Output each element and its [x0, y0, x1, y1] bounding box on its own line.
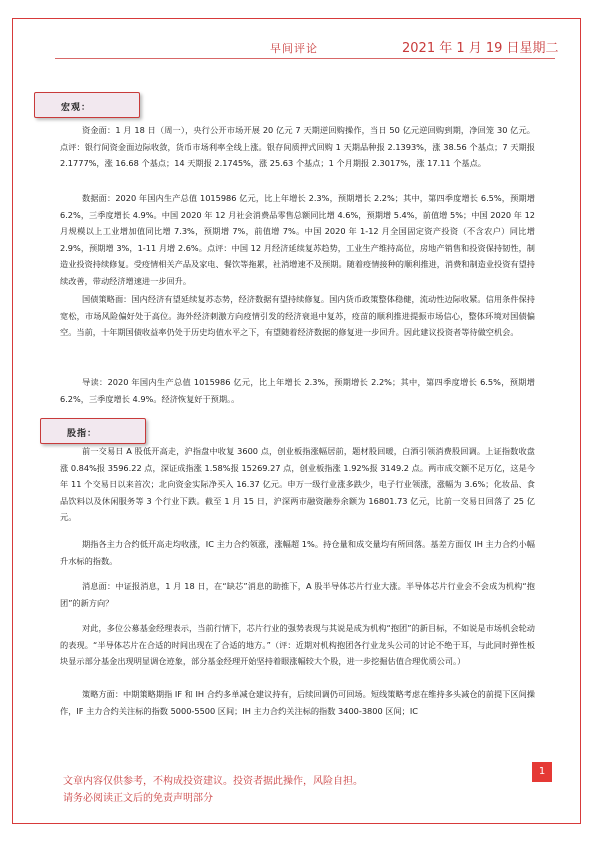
- paragraph-futures: 期指各主力合约低开高走均收涨，IC 主力合约领涨，涨幅超 1%。持仓量和成交量均有所回落。基差方面仅 IH 主力合约小幅升水标的指数。: [60, 539, 535, 566]
- header-divider: [55, 58, 555, 59]
- header-date: 2021 年 1 月 19 日星期二: [402, 41, 559, 56]
- header-title: 早间评论: [270, 42, 318, 55]
- paragraph-fund-view: 对此，多位公募基金经理表示，当前行情下，芯片行业的强势表现与其说是成为机构“抱团”的新目标，不如说是市场机会轮动的表现。“半导体芯片在合适的时间出现在了合适的地方。”（评：近期对机构抱团各行业龙头公司的讨论不绝于耳，与此同时弹性板块显示部分基金出现明显调仓迹象，部分基金经理开始坚持着眼涨幅较大个股，进一步挖掘估值合理优质公司。）: [60, 623, 535, 667]
- paragraph-market: 前一交易日 A 股低开高走，沪指盘中收复 3600 点，创业板指涨幅居前，题材股回暖，白酒引领消费股回调。上证指数收盘涨 0.84%报 3596.22 点，深证成指涨 1.58%报 15269.27 点，创业板指涨 1.92%报 3149.2 点。两市成交额不足万亿，这是今年 11 个交易日以来首次；北向资金实际净买入 16.37 亿元。申万一级行业涨多跌少，电子行业领涨，涨幅为 3.6%；化妆品、食品饮料以及休闲服务等 3 个行业下跌。截至 1 月 15 日，沪深两市融资融券余额为 16801.73 亿元，比前一交易日回落了 25 亿元。: [60, 446, 535, 523]
- paragraph-news: 消息面：中证报消息，1 月 18 日，在“缺芯”消息的助推下，A 股半导体芯片行业大涨。半导体芯片行业会不会成为机构“抱团”的新方向？: [60, 581, 535, 608]
- section-macro-box: [34, 92, 140, 118]
- paragraph-guide: 导读：2020 年国内生产总值 1015986 亿元，比上年增长 2.3%，预期增长 2.2%；其中，第四季度增长 6.5%，预期增 6.2%，三季度增长 4.9%。经济恢复好于预期。。: [60, 377, 535, 404]
- section-macro-label: 宏观：: [61, 103, 92, 113]
- disclaimer-line: 文章内容仅供参考，不构成投资建议。投资者据此操作，风险自担。: [63, 776, 363, 787]
- paragraph-strategy: 策略方面：中期策略期指 IF 和 IH 合约多单减仓建议持有，后续回调仍可回场。短线策略考虑在维持多头减仓的前提下区间操作，IF 主力合约关注标的指数 5000-5500 区间；IH 主力合约关注标的指数 3400-3800 区间；IC: [60, 689, 535, 716]
- section-stocks-box: [40, 418, 146, 444]
- paragraph-data: 数据面：2020 年国内生产总值 1015986 亿元，比上年增长 2.3%，预期增长 2.2%；其中，第四季度增长 6.5%，预期增 6.2%，三季度增长 4.9%。中国 2020 年 12 月社会消费品零售总额同比增 4.6%，预期增 5.4%，前值增 5%；中国 2020 年 12 月规模以上工业增加值同比增 7.3%，预期增 7%，前值增 7%。中国 2020 年 1-12 月全国固定资产投资（不含农户）同比增 2.9%，预期增 3%，1-11 月增 2.6%。点评：中国 12 月经济延续复苏趋势，工业生产维持高位，房地产销售和投资保持韧性，制造业投资持续修复。受疫情相关产品及家电、餐饮等拖累，社消增速不及预期。随着疫情接种的顺利推进，消费和制造业投资有望持续改善，带动经济增速进一步回升。: [60, 193, 535, 286]
- page-header: [0, 0, 595, 60]
- section-stocks-label: 股指：: [67, 429, 98, 439]
- paragraph-bond-strategy: 国债策略面：国内经济有望延续复苏态势，经济数据有望持续修复。国内货币政策整体稳健，流动性边际收紧。信用条件保持宽松，市场风险偏好处于高位。海外经济刺激方向疫情引发的经济衰退中复苏，疫苗的顺利推进提振市场信心，整体环境对国债偏空。当前，十年期国债收益率仍处于历史均值水平之下，有望随着经济数据的修复进一步回升。因此建议投资者等待做空机会。: [60, 294, 535, 338]
- paragraph-funding: 资金面：1 月 18 日（周一），央行公开市场开展 20 亿元 7 天期逆回购操作，当日 50 亿元逆回购到期，净回笼 30 亿元。点评：银行间资金面边际收敛，货币市场利率全线上涨。银存间质押式回购 1 天期品种报 2.1393%，涨 38.56 个基点；7 天期报 2.1777%，涨 16.68 个基点；14 天期报 2.1745%，涨 25.63 个基点；1 个月期报 2.3017%，涨 17.11 个基点。: [60, 125, 535, 169]
- disclaimer-notice: 请务必阅读正文后的免责声明部分: [63, 793, 213, 804]
- page-number-badge: 1: [532, 762, 552, 782]
